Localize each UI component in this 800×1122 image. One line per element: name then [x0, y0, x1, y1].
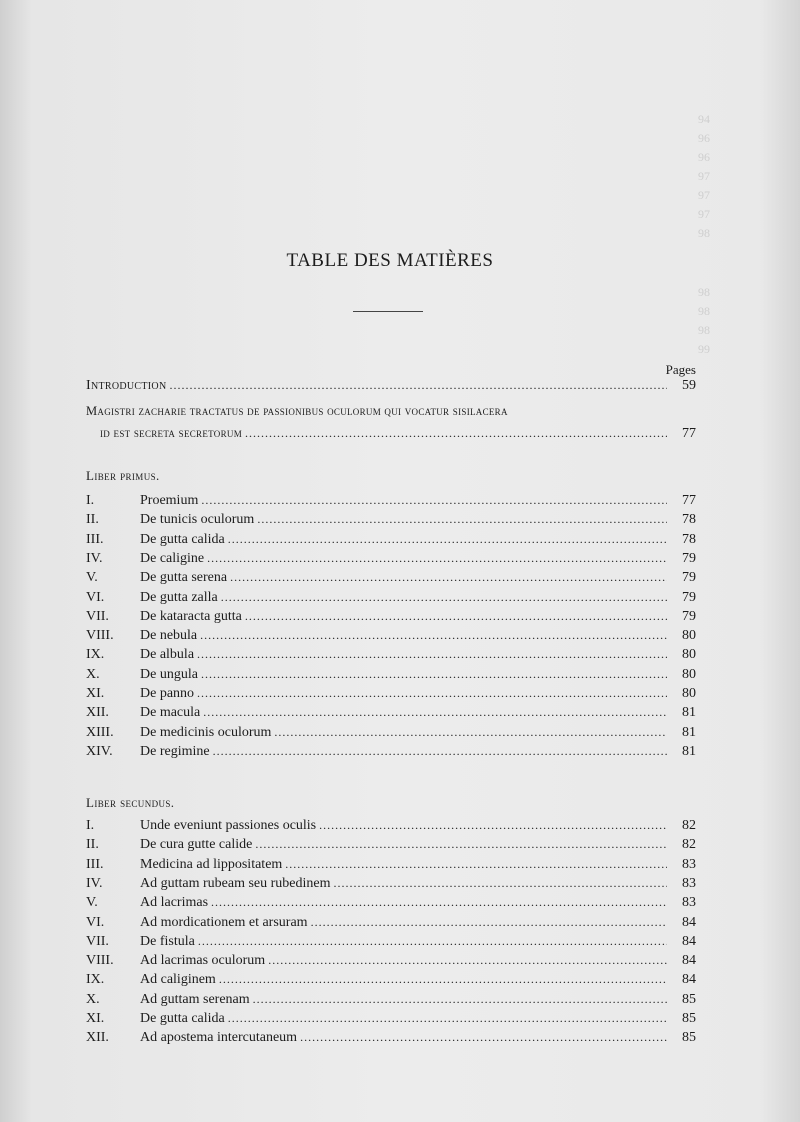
toc-treatise-row-1	[86, 404, 696, 423]
entry-number: IV.	[86, 875, 103, 891]
page-number: 79	[682, 608, 696, 624]
title-rule	[353, 311, 423, 312]
treatise-line-2: id est secreta secretorum	[100, 426, 243, 440]
entry-title: Ad guttam rubeam seu rubedinem	[140, 875, 331, 891]
toc-entry	[86, 744, 696, 763]
page-number: 84	[682, 953, 696, 969]
entry-title: De gutta calida	[140, 531, 225, 547]
toc-entry	[86, 686, 696, 705]
entry-number: XI.	[86, 686, 105, 701]
toc-entry	[86, 1030, 696, 1049]
leader-dots	[201, 667, 667, 683]
page-number: 81	[682, 743, 696, 759]
entry-title: De nebula	[140, 628, 198, 644]
entry-number: IX.	[86, 647, 105, 663]
page-number: 81	[682, 724, 696, 740]
entry-number: XI.	[86, 1011, 105, 1026]
toc-entry	[86, 818, 696, 837]
page-number: 82	[682, 837, 696, 853]
entry-title: De medicinis oculorum	[140, 724, 272, 740]
page-number: 80	[682, 628, 696, 644]
page-number: 80	[682, 647, 696, 663]
entry-number: VII.	[86, 608, 109, 624]
leader-dots	[319, 818, 667, 834]
page-number: 79	[682, 589, 696, 605]
page-number: 78	[682, 512, 696, 528]
entry-title: Ad caliginem	[140, 972, 216, 988]
entry-title: De kataracta gutta	[140, 608, 242, 624]
toc-entry	[86, 992, 696, 1011]
page-number: 83	[682, 895, 696, 911]
leader-dots	[268, 953, 667, 969]
toc-entry	[86, 953, 696, 972]
toc-entry	[86, 915, 696, 934]
bleed-line: 98	[698, 304, 710, 318]
page-number: 84	[682, 933, 696, 949]
leader-dots	[197, 686, 667, 702]
entry-title: Ad apostema intercutaneum	[140, 1030, 298, 1046]
entry-title: De regimine	[140, 743, 210, 759]
toc-entry	[86, 725, 696, 744]
page-number: 83	[682, 875, 696, 891]
leader-dots	[311, 915, 667, 931]
toc-entry	[86, 837, 696, 856]
page-number: 77	[682, 493, 696, 508]
entry-number: IV.	[86, 550, 103, 566]
entry-number: I.	[86, 493, 95, 508]
toc-entry	[86, 570, 696, 589]
toc-entry	[86, 609, 696, 628]
leader-dots	[169, 378, 667, 394]
page-number: 79	[682, 570, 696, 586]
leader-dots	[230, 570, 667, 586]
page-number: 77	[682, 426, 696, 441]
leader-dots	[334, 876, 667, 892]
bleed-through-text	[520, 110, 710, 359]
leader-dots	[198, 934, 667, 950]
page-title: TABLE DES MATIÈRES	[286, 250, 494, 271]
entry-number: VI.	[86, 914, 105, 930]
entry-title: De ungula	[140, 666, 198, 682]
leader-dots	[253, 992, 667, 1008]
intro-label: Introduction	[86, 378, 167, 393]
toc-entry	[86, 532, 696, 551]
toc-intro-row	[86, 378, 696, 397]
page-number: 85	[682, 1030, 696, 1046]
bleed-line: 97	[698, 188, 710, 202]
page-number: 81	[682, 705, 696, 721]
leader-dots	[274, 725, 667, 741]
toc-entry	[86, 705, 696, 724]
page-number: 85	[682, 1011, 696, 1026]
toc-entry	[86, 895, 696, 914]
toc-entry	[86, 857, 696, 876]
leader-dots	[211, 895, 667, 911]
leader-dots	[201, 493, 667, 509]
toc-treatise-row-2	[100, 426, 696, 445]
toc-entry	[86, 647, 696, 666]
page-number: 78	[682, 531, 696, 547]
leader-dots	[228, 1011, 667, 1027]
toc-entry	[86, 876, 696, 895]
leader-dots	[221, 590, 667, 606]
toc-entry	[86, 628, 696, 647]
bleed-line: 96	[698, 131, 710, 145]
entry-number: X.	[86, 666, 100, 682]
leader-dots	[257, 512, 667, 528]
book-heading-secundus: Liber secundus.	[86, 795, 175, 810]
bleed-line: 99	[698, 342, 710, 356]
leader-dots	[245, 426, 667, 442]
leader-dots	[207, 551, 667, 567]
entry-number: XII.	[86, 705, 109, 721]
treatise-line-1: Magistri zacharie tractatus de passionibus oculorum qui vocatur sisilacera	[86, 404, 508, 418]
pages-column-header: Pages	[665, 362, 696, 377]
entry-number: II.	[86, 512, 99, 528]
entry-number: V.	[86, 570, 98, 586]
entry-title: De fistula	[140, 933, 195, 949]
page-number: 80	[682, 666, 696, 682]
bleed-line: 98	[698, 285, 710, 299]
page-number: 59	[682, 378, 696, 393]
bleed-line: 98	[698, 226, 710, 240]
bleed-line: 96	[698, 150, 710, 164]
entry-title: De caligine	[140, 550, 205, 566]
entry-number: X.	[86, 991, 100, 1007]
leader-dots	[213, 744, 667, 760]
entry-number: XIV.	[86, 743, 113, 759]
entry-number: VIII.	[86, 953, 114, 969]
leader-dots	[219, 972, 667, 988]
entry-title: De tunicis oculorum	[140, 512, 255, 528]
page-number: 84	[682, 972, 696, 988]
entry-title: De gutta zalla	[140, 589, 218, 605]
entry-title: De gutta calida	[140, 1011, 225, 1026]
entry-number: III.	[86, 531, 104, 547]
page-number: 80	[682, 686, 696, 701]
entry-number: VIII.	[86, 628, 114, 644]
toc-entry	[86, 551, 696, 570]
leader-dots	[285, 857, 667, 873]
toc-entry	[86, 493, 696, 512]
toc-entry	[86, 590, 696, 609]
page-number: 83	[682, 856, 696, 872]
page-number: 82	[682, 818, 696, 833]
page-number: 84	[682, 914, 696, 930]
leader-dots	[300, 1030, 667, 1046]
page-number: 79	[682, 550, 696, 566]
entry-title: Proemium	[140, 493, 199, 508]
entry-number: II.	[86, 837, 99, 853]
entry-title: Ad lacrimas oculorum	[140, 953, 266, 969]
entry-title: De albula	[140, 647, 195, 663]
entry-number: XIII.	[86, 724, 114, 740]
leader-dots	[200, 628, 667, 644]
toc-entry	[86, 1011, 696, 1030]
entry-title: Ad lacrimas	[140, 895, 209, 911]
bleed-line: 98	[698, 323, 710, 337]
entry-number: V.	[86, 895, 98, 911]
entry-number: VI.	[86, 589, 105, 605]
entry-number: III.	[86, 856, 104, 872]
bleed-line: 94	[698, 112, 710, 126]
entry-title: Ad guttam serenam	[140, 991, 250, 1007]
entry-title: Medicina ad lippositatem	[140, 856, 283, 872]
entry-number: I.	[86, 818, 95, 833]
leader-dots	[255, 837, 667, 853]
bleed-line: 97	[698, 169, 710, 183]
entry-title: De macula	[140, 705, 201, 721]
leader-dots	[228, 532, 667, 548]
toc-entry	[86, 667, 696, 686]
leader-dots	[245, 609, 667, 625]
leader-dots	[203, 705, 667, 721]
toc-entry	[86, 934, 696, 953]
entry-title: Ad mordicationem et arsuram	[140, 914, 308, 930]
entry-title: De panno	[140, 686, 195, 701]
entry-title: De gutta serena	[140, 570, 228, 586]
entry-number: XII.	[86, 1030, 109, 1046]
entry-number: VII.	[86, 933, 109, 949]
book-heading-primus: Liber primus.	[86, 468, 160, 483]
page-number: 85	[682, 991, 696, 1007]
leader-dots	[197, 647, 667, 663]
bleed-line: 97	[698, 207, 710, 221]
entry-number: IX.	[86, 972, 105, 988]
toc-entry	[86, 512, 696, 531]
entry-title: De cura gutte calide	[140, 837, 253, 853]
entry-title: Unde eveniunt passiones oculis	[140, 818, 317, 833]
toc-entry	[86, 972, 696, 991]
